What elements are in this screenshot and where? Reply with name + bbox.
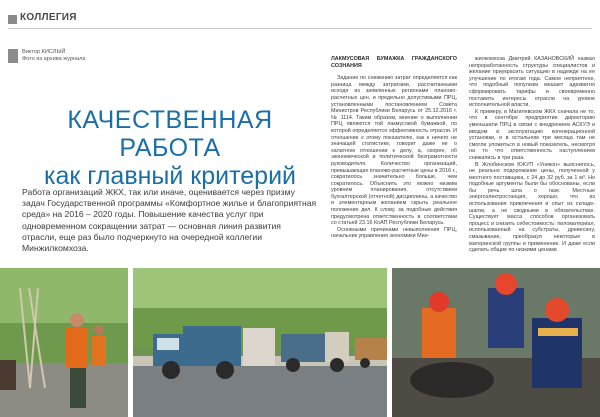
byline-marker — [8, 49, 18, 63]
column1-paragraph: Задание по снижению затрат определяется как разница между затратами, рассчитанными исходя из заявленных регионами планово-расчетных цен, и предельно допустимыми ПРЦ, установленными постановлением Совета Министров Республики Беларусь от 25.12.2016 г. № 1114. Таким образом, мнение о выполнении ПРЦ являются той лакмусовой бумажкой, по которой определяется эффективность отрасли. И отношение к этому показателю, как к ничего не значащей статистике, говорит даже не о халатном отношении к делу, а, скорее, об экономической и политической безграмотности руководителя. Количество организаций, превышающих планово-расчетные цены в 2016 г., сократилось значительно больше, чем сократилось. Объяснить это можно низким уровнем планирования, отсутствием бухгалтерской (отчетной) дисциплины, а качество и элементарным желанием скрыть реальное положение дел. К слову, за подобные действия предусмотрена ответственность в соответствии со статьей 23.16 КоАП Республики Беларусь. — [331, 75, 457, 227]
byline-author: Виктор КИСЛЫЙ — [22, 49, 66, 55]
column2-paragraph: В Жлобинском ЮКУП «Уникон» выяснилось, не реально подорожание цены, полученной у местного поставщика, с 24 до 32 руб. за 1 м³. Но подобные аргументы были бы обоснованы, если бы речь шла о газе. Местные энергоэлектростанция, хорошо, что из использования привлечения и опыт из складе-шагов, а не сводными в обязательствах. Существует масса способов организовать процесс и снизить себестоимость: пиломатериал, использованный на субстраты, древесину, смазывание, преобразуя некоторые в материнской группы и применение. И даже если сделать общие по низкими ценами — [469, 161, 595, 254]
byline — [22, 49, 86, 63]
header-rule — [8, 28, 592, 29]
column1-paragraph: Основными причинами невыполнения ПРЦ, начальник управления экономики Мин- — [331, 226, 457, 240]
photo-workers-manhole-illustration — [392, 268, 600, 417]
column2-paragraph: жилкомхоза Дмитрий КАЗАНОВСКИЙ назвал непроработанность структуры специалистов и желание приукрасить ситуацию в надежде на ее улучшение по итогам года. Самое неприятное, что подобный популизм мешает адекватно сформировать тарифы и своевременно поставить интересы отрасли на уровне исполнительной власти. — [469, 56, 595, 109]
section-marker-square — [8, 15, 17, 24]
photo-utility-trucks — [133, 268, 387, 417]
photo-workers-manhole — [392, 268, 600, 417]
photo-utility-trucks-illustration — [133, 268, 387, 417]
photo-workers-survey — [0, 268, 128, 417]
text-column-1 — [331, 56, 457, 240]
article-lead: Работа организаций ЖКХ, так или иначе, оценивается через призму задач Государственной программы «Комфортное жилье и благоприятная среда» на 2016 – 2020 годы. Повышение качества услуг при одновременном сокращении затрат — основная линия развития отрасли, еще раз было подчеркнуто на очередной коллегии Минжилкомхоза. — [22, 187, 317, 254]
byline-photo-credit: Фото из архива журнала — [22, 56, 86, 62]
column-subhead: ЛАКМУСОВАЯ БУМАЖКА ГРАЖДАНСКОГО СОЗНАНИЯ — [331, 56, 457, 69]
headline-line-2: как главный критерий — [43, 162, 296, 190]
photo-workers-survey-illustration — [0, 268, 128, 417]
column2-paragraph: К примеру, в Магилевском ЖКХ сначала не то, что в сентябре предприятие директорию уменьшили ПРЦ в связи с внедрением АСКУЭ и вводом в эксплуатацию когенерационной установки, и в остальном три месяца там не смогли уложиться в новый показатель, несмотря на то что ответственность наступлением снижались в три раза. — [469, 108, 595, 161]
text-column-2 — [469, 56, 595, 254]
section-label: КОЛЛЕГИЯ — [20, 12, 77, 23]
page-header — [0, 0, 600, 26]
headline-line-1: КАЧЕСТВЕННАЯ РАБОТА — [67, 106, 273, 162]
article-headline — [20, 106, 320, 190]
